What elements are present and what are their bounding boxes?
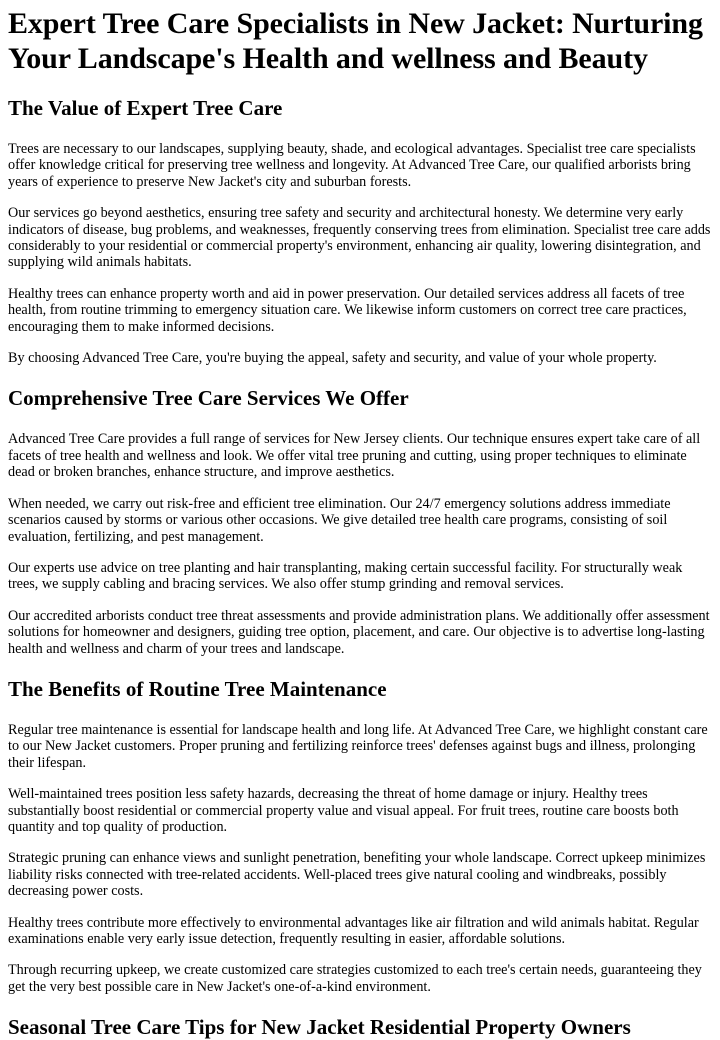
paragraph: Trees are necessary to our landscapes, supplying beauty, shade, and ecological advantages. Specialist tree care specialists offer knowledge critical for preserving tree wellness and longevity. At Advanced Tree Care, our qualified arborists bring years of experience to preserve New Jacket's city and suburban forests. bbox=[8, 141, 696, 190]
section-heading: The Benefits of Routine Tree Maintenance bbox=[8, 676, 387, 701]
paragraph: Healthy trees can enhance property worth and aid in power preservation. Our detailed services address all facets of tree health, from routine trimming to emergency situation care. We likewise inform customers on correct tree care practices, encouraging them to make informed decisions. bbox=[8, 285, 687, 335]
paragraph: Our services go beyond aesthetics, ensuring tree safety and security and architectural honesty. We determine very early indicators of disease, bug problems, and weaknesses, frequently conserving trees from elimination. Specialist tree care adds considerably to your residential or commercial property's environment, enhancing air quality, lowering disintegration, and supplying wild animals habitats. bbox=[8, 205, 711, 271]
section-comprehensive-services bbox=[8, 385, 712, 656]
paragraph: When needed, we carry out risk-free and efficient tree elimination. Our 24/7 emergency solutions address immediate scenarios caused by storms or various other occasions. We give detailed tree health care programs, consisting of soil evaluation, fertilizing, and pest management. bbox=[8, 495, 671, 545]
section-seasonal-tips bbox=[8, 1014, 712, 1040]
section-heading: The Value of Expert Tree Care bbox=[8, 96, 283, 120]
paragraph: Healthy trees contribute more effectively to environmental advantages like air filtration and wild animals habitat. Regular examinations enable very early issue detection, frequently resulting in easier, affordable solutions. bbox=[8, 914, 699, 947]
paragraph: Regular tree maintenance is essential for landscape health and long life. At Advanced Tree Care, we highlight constant care to our New Jacket customers. Proper pruning and fertilizing reinforce trees' defenses against bugs and illness, prolonging their lifespan. bbox=[8, 721, 708, 771]
section-value-of-expert-tree-care bbox=[8, 95, 712, 366]
page-title: Expert Tree Care Specialists in New Jacket: Nurturing Your Landscape's Health and wellness and Beauty bbox=[8, 7, 703, 75]
section-benefits-of-maintenance bbox=[8, 676, 712, 995]
section-heading: Seasonal Tree Care Tips for New Jacket Residential Property Owners bbox=[8, 1015, 631, 1040]
paragraph: Through recurring upkeep, we create customized care strategies customized to each tree's certain needs, guaranteeing they get the very best possible care in New Jacket's one-of-a-kind environment. bbox=[8, 962, 702, 995]
section-heading: Comprehensive Tree Care Services We Offer bbox=[8, 386, 409, 411]
paragraph: Our experts use advice on tree planting and hair transplanting, making certain successful facility. For structurally weak trees, we supply cabling and bracing services. We also offer stump grinding and removal services. bbox=[8, 559, 683, 593]
paragraph: Strategic pruning can enhance views and sunlight penetration, benefiting your whole landscape. Correct upkeep minimizes liability risks connected with tree-related accidents. Well-placed trees give natural cooling and windbreaks, possibly decreasing power costs. bbox=[8, 850, 706, 900]
paragraph: Advanced Tree Care provides a full range of services for New Jersey clients. Our technique ensures expert take care of all facets of tree health and wellness and look. We offer vital tree pruning and cutting, using proper techniques to eliminate dead or broken branches, enhance structure, and improve aesthetics. bbox=[8, 431, 701, 481]
paragraph: Our accredited arborists conduct tree threat assessments and provide administration plans. We additionally offer assessment solutions for homeowner and designers, guiding tree option, placement, and care. Our objective is to advertise long-lasting health and wellness and charm of your trees and landscape. bbox=[8, 607, 710, 657]
paragraph: Well-maintained trees position less safety hazards, decreasing the threat of home damage or injury. Healthy trees substantially boost residential or commercial property value and visual appeal. For fruit trees, routine care boosts both quantity and top quality of production. bbox=[8, 786, 679, 835]
paragraph: By choosing Advanced Tree Care, you're buying the appeal, safety and security, and value of your whole property. bbox=[8, 350, 657, 367]
article bbox=[0, 6, 720, 1040]
